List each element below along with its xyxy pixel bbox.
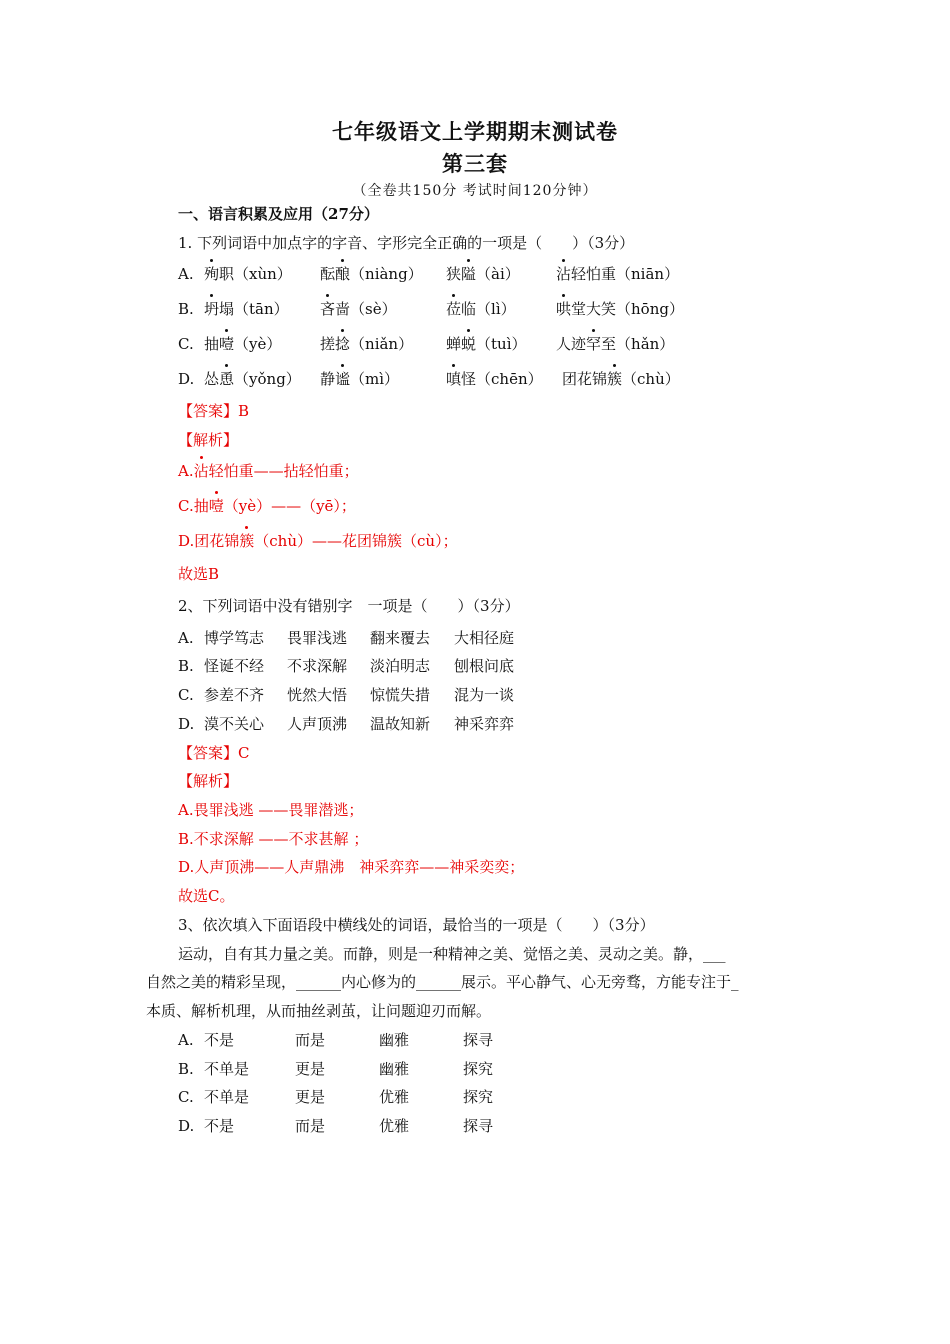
emphasis-dot-char: 隘 [461,265,477,283]
q2-option-word: 博学笃志 [204,629,265,647]
q3-option-word: 幽雅 [379,1031,410,1049]
q1-option-label: A. [178,265,194,283]
q2-option-word: 人声顶沸 [287,715,348,733]
emphasis-dot-char: 哄 [556,300,572,318]
emphasis-dot-char: 酿 [335,265,351,283]
q2-option-word: 淡泊明志 [370,657,431,675]
q3-option-label: A. [178,1031,194,1049]
emphasis-dot-char: 坍 [204,300,220,318]
q3-option-word: 幽雅 [379,1060,410,1078]
q1-option-item: 哄堂大笑（hōng） [556,300,684,318]
q3-option-word: 更是 [295,1060,326,1078]
q2-option-label: A. [178,629,194,647]
emphasis-dot-char: 沾 [193,462,209,480]
q3-option-word: 更是 [295,1088,326,1106]
q3-passage-line: 自然之美的精彩呈现，______内心修为的______展示。平心静气、心无旁骛，方能专注于_ [146,973,739,991]
emphasis-dot-char: 嗔 [446,370,462,388]
q2-option-word: 惊慌失措 [370,686,431,704]
section-heading: 一、语言积累及应用（27分） [178,205,379,223]
q2-stem: 2、下列词语中没有错别字 一项是（ ）（3分） [178,597,520,615]
q1-stem: 1. 下列词语中加点字的字音、字形完全正确的一项是（ ）（3分） [178,234,635,252]
q1-option-item: 酝酿（niàng） [320,265,423,283]
q3-stem: 3、依次填入下面语段中横线处的词语，最恰当的一项是（ ）（3分） [178,916,655,934]
q1-option-item: 搓捻（niǎn） [320,335,414,353]
q2-option-word: 混为一谈 [454,686,515,704]
q3-passage-line: 本质、解析机理，从而抽丝剥茧，让问题迎刃而解。 [146,1002,492,1020]
q3-option-word: 而是 [295,1031,326,1049]
q1-option-item: 静谧（mì） [320,370,400,388]
q3-option-word: 探究 [463,1088,494,1106]
emphasis-dot-char: 莅 [446,300,462,318]
q1-option-item: 嗔怪（chēn） [446,370,543,388]
q2-option-word: 畏罪浅逃 [287,629,348,647]
q3-option-label: C. [178,1088,194,1106]
q2-analysis-line: D.人声顶沸——人声鼎沸 神采弈弈——神采奕奕； [178,858,525,876]
q2-option-word: 恍然大悟 [287,686,348,704]
q1-option-label: D. [178,370,195,388]
q3-option-word: 而是 [295,1117,326,1135]
emphasis-dot-char: 噎 [208,497,224,515]
q2-option-label: C. [178,686,194,704]
q2-option-word: 不求深解 [287,657,348,675]
q3-option-word: 不是 [204,1031,235,1049]
exam-title: 七年级语文上学期期末测试卷 [332,119,618,144]
q1-option-label: C. [178,335,194,353]
q1-analysis-line: C.抽噎（yè）——（yē）； [178,497,356,515]
emphasis-dot-char: 谧 [335,370,351,388]
q2-option-word: 温故知新 [370,715,431,733]
q3-option-word: 优雅 [379,1088,410,1106]
q2-analysis-label: 【解析】 [178,772,239,790]
q1-option-item: 蝉蜕（tuì） [446,335,527,353]
q1-option-item: 团花锦簇（chù） [562,370,680,388]
q2-answer: 【答案】C [178,744,250,762]
emphasis-dot-char: 吝 [320,300,336,318]
emphasis-dot-char: 蜕 [461,335,477,353]
q2-conclusion: 故选C。 [178,887,235,905]
q1-analysis-line: D.团花锦簇（chù）——花团锦簇（cù）； [178,532,458,550]
exam-info: （全卷共150分 考试时间120分钟） [352,183,598,199]
q3-option-label: D. [178,1117,195,1135]
emphasis-dot-char: 簇 [239,532,255,550]
q1-answer: 【答案】B [178,402,250,420]
q2-analysis-line: B.不求深解 ——不求甚解 ； [178,830,369,848]
q2-option-word: 漠不关心 [204,715,265,733]
emphasis-dot-char: 噎 [219,335,235,353]
q2-analysis-line: A.畏罪浅逃 ——畏罪潜逃； [178,801,364,819]
q3-option-word: 探究 [463,1060,494,1078]
q3-passage-line: 运动，自有其力量之美。而静，则是一种精神之美、觉悟之美、灵动之美。静，___ [178,945,726,963]
emphasis-dot-char: 簇 [607,370,623,388]
q1-analysis-label: 【解析】 [178,431,239,449]
exam-subtitle: 第三套 [442,151,508,176]
q1-option-item: 殉职（xùn） [204,265,292,283]
q1-option-item: 莅临（lì） [446,300,516,318]
q2-option-word: 怪诞不经 [204,657,265,675]
q1-option-item: 抽噎（yè） [204,335,282,353]
q1-option-label: B. [178,300,194,318]
q1-option-item: 怂恿（yǒng） [204,370,301,388]
emphasis-dot-char: 恿 [219,370,235,388]
q2-option-word: 刨根问底 [454,657,515,675]
q3-option-word: 不单是 [204,1060,250,1078]
q1-option-item: 吝啬（sè） [320,300,397,318]
q1-option-item: 人迹罕至（hǎn） [556,335,675,353]
q2-option-word: 神采弈弈 [454,715,515,733]
emphasis-dot-char: 捻 [335,335,351,353]
emphasis-dot-char: 罕 [586,335,602,353]
q3-option-label: B. [178,1060,194,1078]
q3-option-word: 不单是 [204,1088,250,1106]
emphasis-dot-char: 沾 [556,265,572,283]
q2-option-label: B. [178,657,194,675]
q2-option-label: D. [178,715,195,733]
q1-conclusion: 故选B [178,565,220,583]
q2-option-word: 参差不齐 [204,686,265,704]
q1-analysis-line: A.沾轻怕重——拈轻怕重； [178,462,359,480]
emphasis-dot-char: 殉 [204,265,220,283]
q3-option-word: 探寻 [463,1031,494,1049]
q1-option-item: 坍塌（tān） [204,300,289,318]
q2-option-word: 翻来覆去 [370,629,431,647]
q1-option-item: 狭隘（ài） [446,265,520,283]
q3-option-word: 优雅 [379,1117,410,1135]
q1-option-item: 沾轻怕重（niān） [556,265,680,283]
q3-option-word: 不是 [204,1117,235,1135]
q3-option-word: 探寻 [463,1117,494,1135]
q2-option-word: 大相径庭 [454,629,515,647]
